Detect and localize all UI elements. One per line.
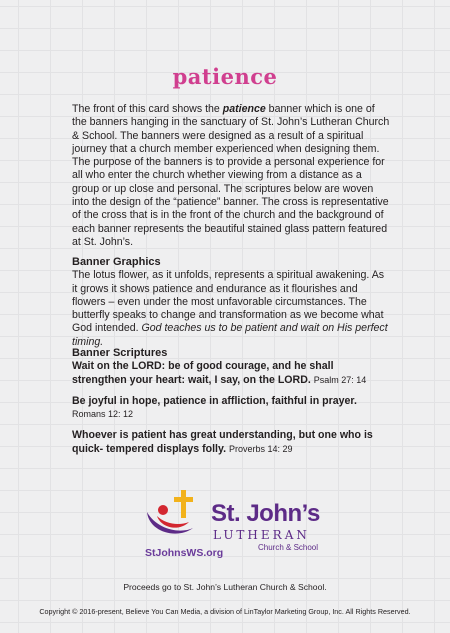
intro-paragraph bbox=[72, 103, 390, 249]
website-link[interactable]: StJohnsWS.org bbox=[145, 547, 224, 559]
intro-after: banner which is one of the banners hanging in the sanctuary of St. John’s Lutheran Church & School. The banners were designed as a result of a spiritual journey that a church member experienced when designing them. The purpose of the banners is to provide a personal experience for all who enter the church whether viewing from a distance as a group or up close and personal. The scriptures below are woven into the design of the “patience” banner. The cross is representative of the cross that is in the front of the church and the background of each banner represents the beautiful stained glass pattern featured at St. John’s. bbox=[72, 103, 390, 248]
proceeds-note: Proceeds go to St. John’s Lutheran Church & School. bbox=[123, 582, 327, 592]
scripture-verse bbox=[72, 360, 390, 387]
banner-scriptures-section bbox=[72, 347, 390, 464]
logo-subtitle: Church & School bbox=[258, 543, 319, 552]
logo-lutheran: LUTHERAN bbox=[213, 528, 310, 542]
banner-scriptures-heading: Banner Scriptures bbox=[72, 347, 168, 359]
verse-reference: Psalm 27: 14 bbox=[313, 374, 367, 385]
banner-graphics-heading: Banner Graphics bbox=[72, 256, 161, 268]
scripture-verse bbox=[72, 429, 390, 456]
scripture-verse bbox=[72, 395, 390, 422]
page-title: patience bbox=[172, 64, 278, 89]
banner-graphics-body: The lotus flower, as it unfolds, represents a spiritual awakening. As it grows it shows patience and endurance as it flourishes and flowers – even under the most unfavorable circumstances. The butterfly speaks to change and transformation as we become what God intended. bbox=[72, 269, 385, 335]
logo-name: St. John’s bbox=[211, 500, 320, 527]
intro-before: The front of this card shows the bbox=[72, 103, 223, 115]
banner-graphics-italic: God teaches us to be patient and wait on His perfect timing. bbox=[72, 322, 388, 348]
verse-reference: Proverbs 14: 29 bbox=[229, 443, 293, 454]
verse-text: Wait on the LORD: be of good courage, and he shall strengthen your heart: wait, I say, on the LORD. bbox=[72, 360, 334, 386]
verse-text: Be joyful in hope, patience in affliction, faithful in prayer. bbox=[72, 394, 357, 407]
banner-graphics-section bbox=[72, 256, 390, 349]
verse-reference: Romans 12: 12 bbox=[72, 409, 134, 420]
verse-text: Whoever is patient has great understanding, but one who is quick- tempered displays folly. bbox=[72, 429, 373, 455]
church-logo-icon bbox=[143, 488, 211, 540]
copyright-notice: Copyright © 2016-present, Believe You Can Media, a division of LinTaylor Marketing Group, Inc. All Rights Reserved. bbox=[39, 607, 411, 616]
intro-highlight: patience bbox=[222, 103, 266, 115]
